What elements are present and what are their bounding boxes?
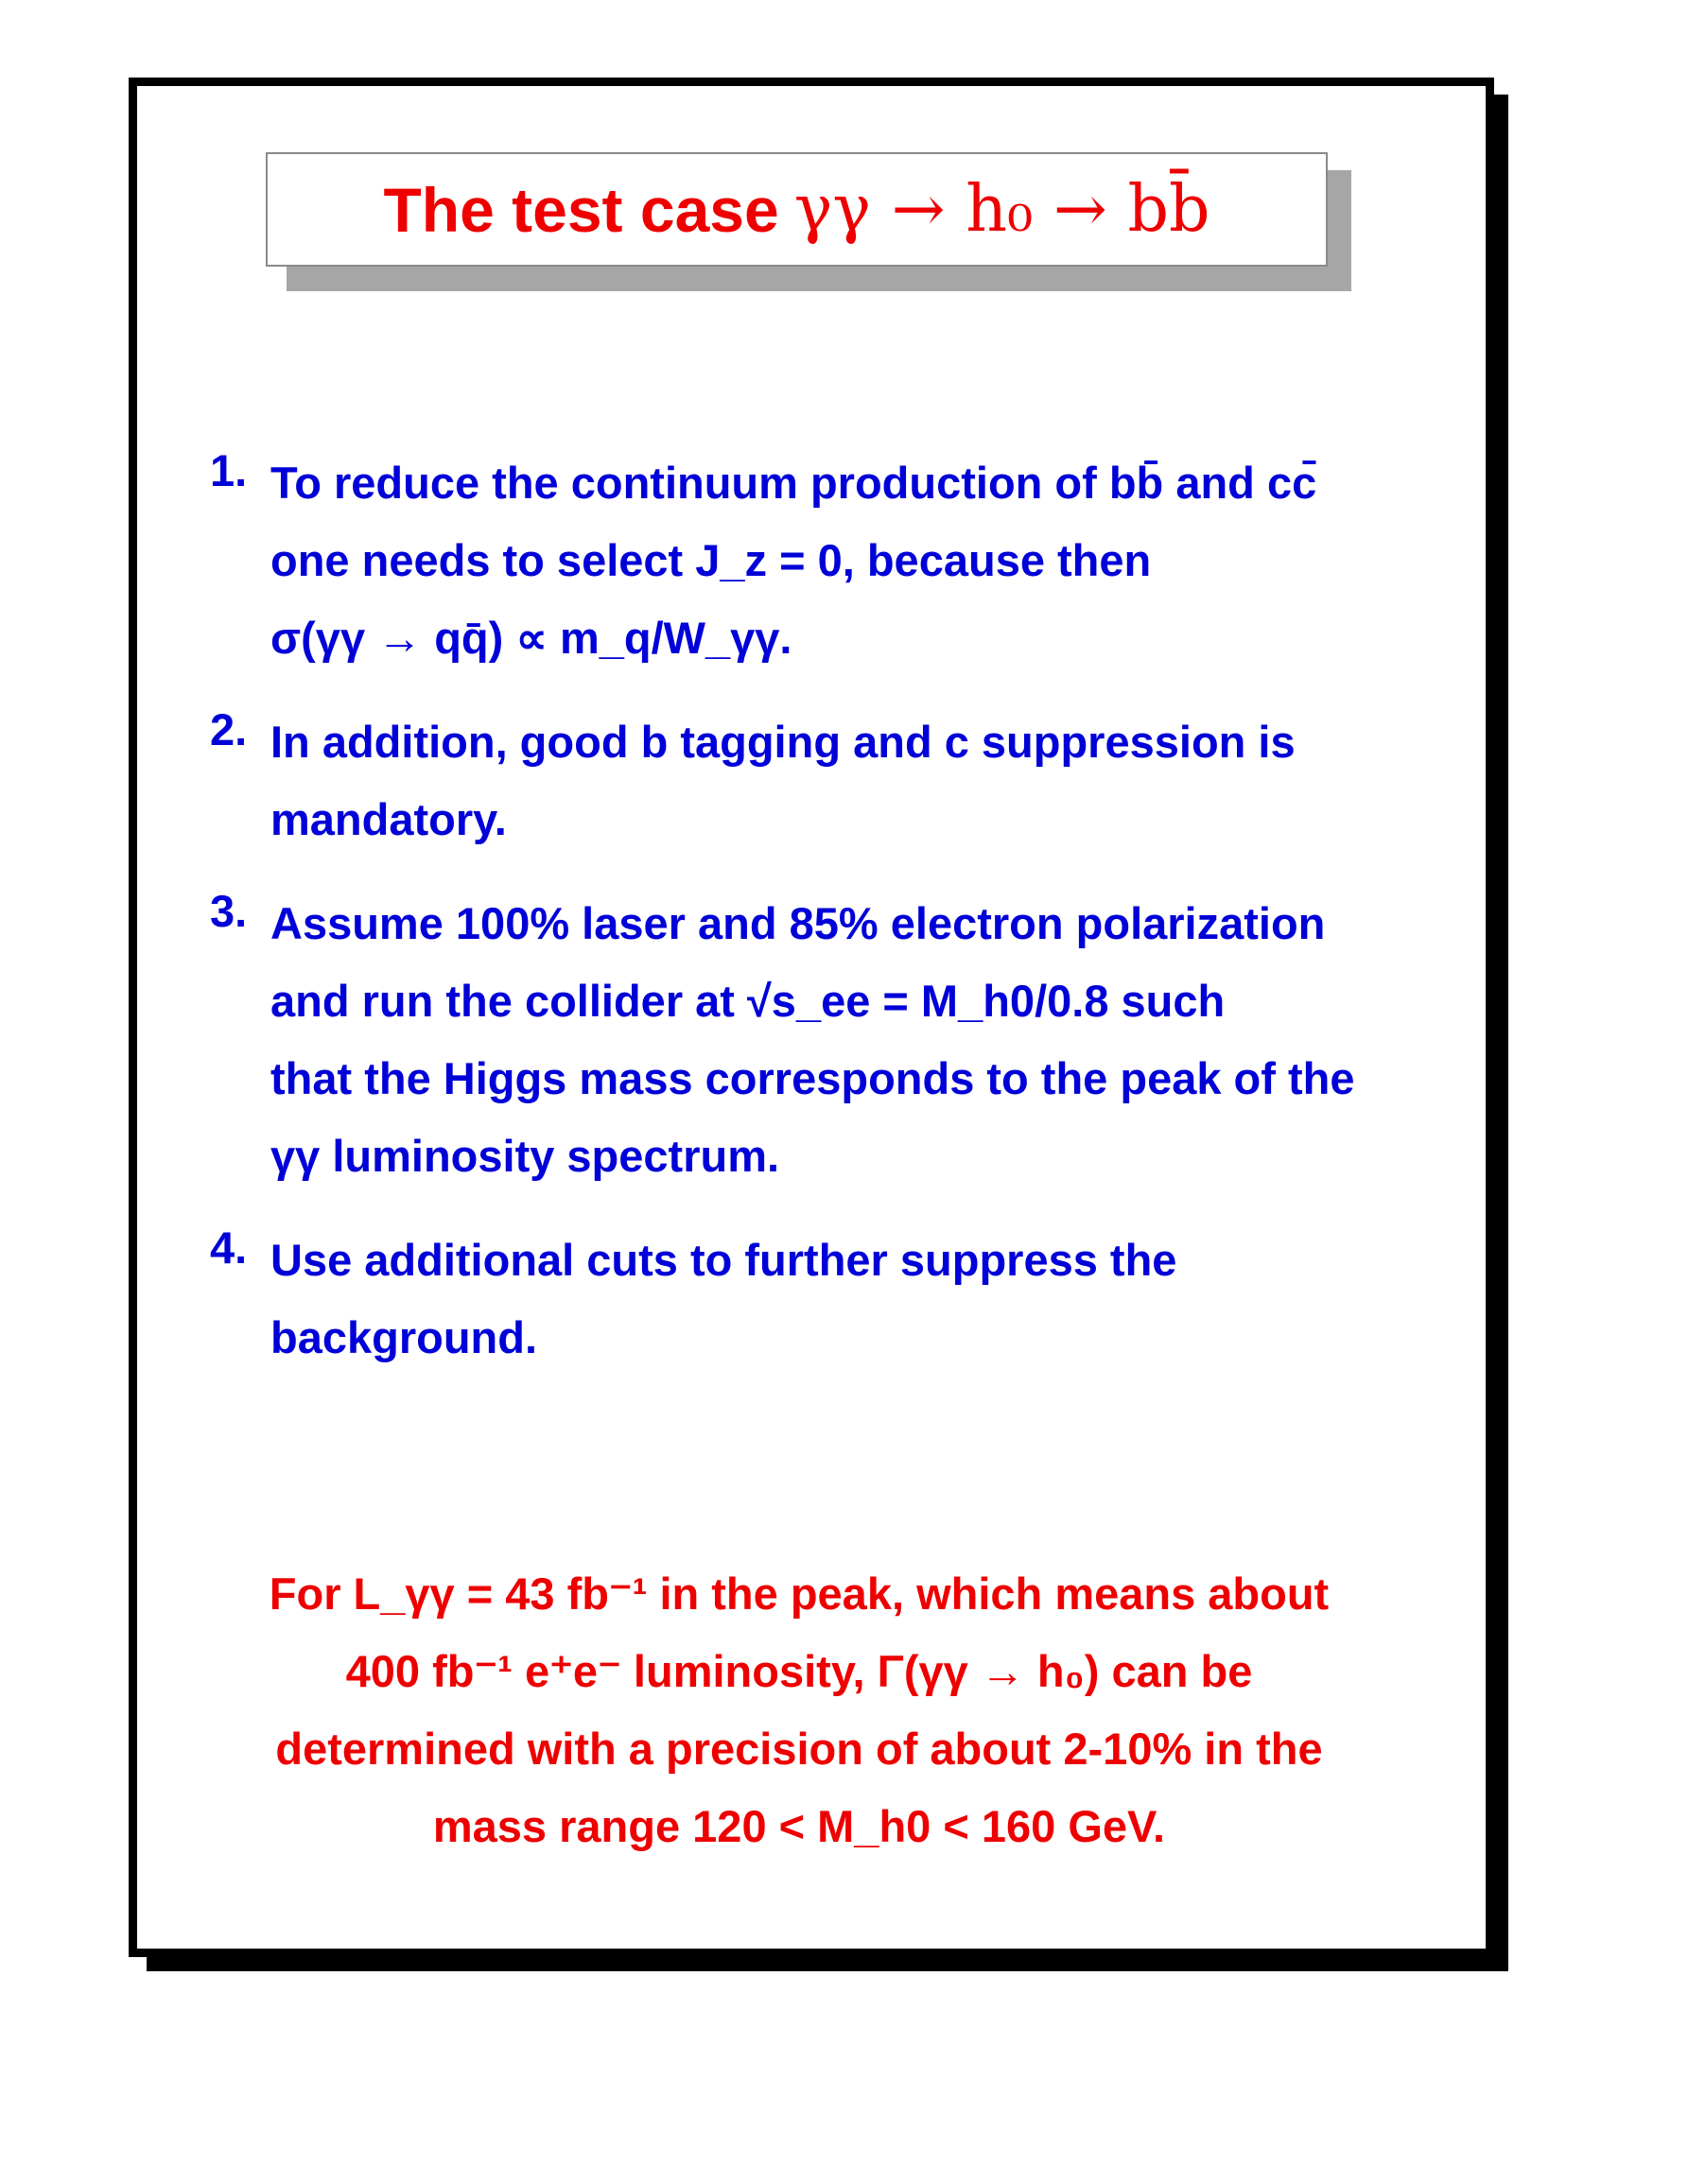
- list-line: and run the collider at √s_ee = M_h0/0.8 such: [270, 976, 1226, 1026]
- list-line: Assume 100% laser and 85% electron polarization: [270, 898, 1326, 948]
- list-item-2: [210, 703, 1449, 858]
- conclusion-line: 400 fb⁻¹ e⁺e⁻ luminosity, Γ(γγ → h₀) can be: [345, 1646, 1253, 1696]
- list-number: 4.: [210, 1222, 248, 1273]
- list-number: 2.: [210, 704, 248, 754]
- conclusion-line: mass range 120 < M_h0 < 160 GeV.: [432, 1801, 1166, 1851]
- list-item-3: [210, 885, 1449, 1195]
- conclusion-line: For L_γγ = 43 fb⁻¹ in the peak, which means about: [269, 1569, 1330, 1619]
- list-line: γγ luminosity spectrum.: [270, 1131, 780, 1181]
- numbered-list: [210, 444, 1449, 1403]
- list-line: mandatory.: [270, 794, 507, 844]
- list-item-1: [210, 444, 1449, 677]
- slide-title: [266, 152, 1328, 267]
- list-line: σ(γγ → qq̄) ∝ m_q/W_γγ.: [270, 613, 792, 663]
- list-line: that the Higgs mass corresponds to the peak of the: [270, 1053, 1355, 1103]
- list-line: In addition, good b tagging and c suppression is: [270, 717, 1296, 767]
- title-math: γγ → h₀ → bb̄: [793, 172, 1210, 247]
- list-line: background.: [270, 1312, 538, 1362]
- list-number: 1.: [210, 445, 248, 495]
- list-line: To reduce the continuum production of bb̄ and cc̄: [270, 458, 1317, 508]
- list-line: Use additional cuts to further suppress the: [270, 1235, 1177, 1285]
- list-number: 3.: [210, 886, 248, 936]
- conclusion-text: [180, 1555, 1418, 1865]
- list-item-4: [210, 1222, 1449, 1377]
- list-line: one needs to select J_z = 0, because then: [270, 535, 1152, 585]
- conclusion-line: determined with a precision of about 2-10% in the: [275, 1724, 1323, 1774]
- title-text: The test case: [383, 174, 779, 245]
